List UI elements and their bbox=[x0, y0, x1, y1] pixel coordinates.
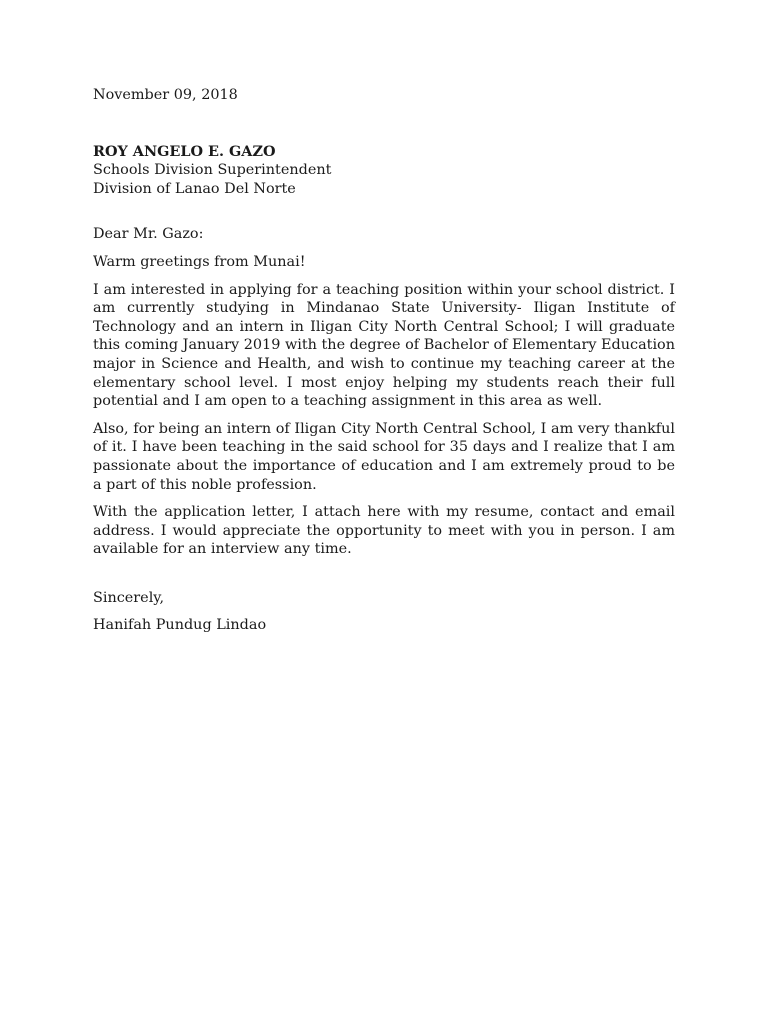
paragraph-intro: I am interested in applying for a teaching position within your school district. I am currently studying in Mindanao State University- Iligan Institute of Technology and an intern in Iligan City North Central School; I will graduate this coming January 2019 with the degree of Bachelor of Elementary Education major in Science and Health, and wish to continue my teaching career at the elementary school level. I most enjoy helping my students reach their full potential and I am open to a teaching assignment in this area as well. bbox=[93, 281, 675, 410]
closing: Sincerely, bbox=[93, 589, 165, 606]
paragraph-attachments: With the application letter, I attach here with my resume, contact and email address. I would appreciate the opportunity to meet with you in person. I am available for an interview any time. bbox=[93, 504, 675, 558]
greeting: Warm greetings from Munai! bbox=[93, 253, 306, 270]
recipient-name: ROY ANGELO E. GAZO bbox=[93, 142, 276, 160]
paragraph-internship: Also, for being an intern of Iligan City North Central School, I am very thankful of it. I have been teaching in the said school for 35 days and I realize that I am passionate about the importance of education and I am extremely proud to be a part of this noble profession. bbox=[93, 420, 675, 493]
letter-date: November 09, 2018 bbox=[93, 87, 238, 103]
recipient-block bbox=[93, 143, 675, 199]
signature-name: Hanifah Pundug Lindao bbox=[93, 617, 267, 634]
salutation: Dear Mr. Gazo: bbox=[93, 226, 204, 243]
letter-body bbox=[93, 86, 675, 635]
recipient-title: Schools Division Superintendent bbox=[93, 162, 332, 179]
recipient-division: Division of Lanao Del Norte bbox=[93, 180, 296, 197]
